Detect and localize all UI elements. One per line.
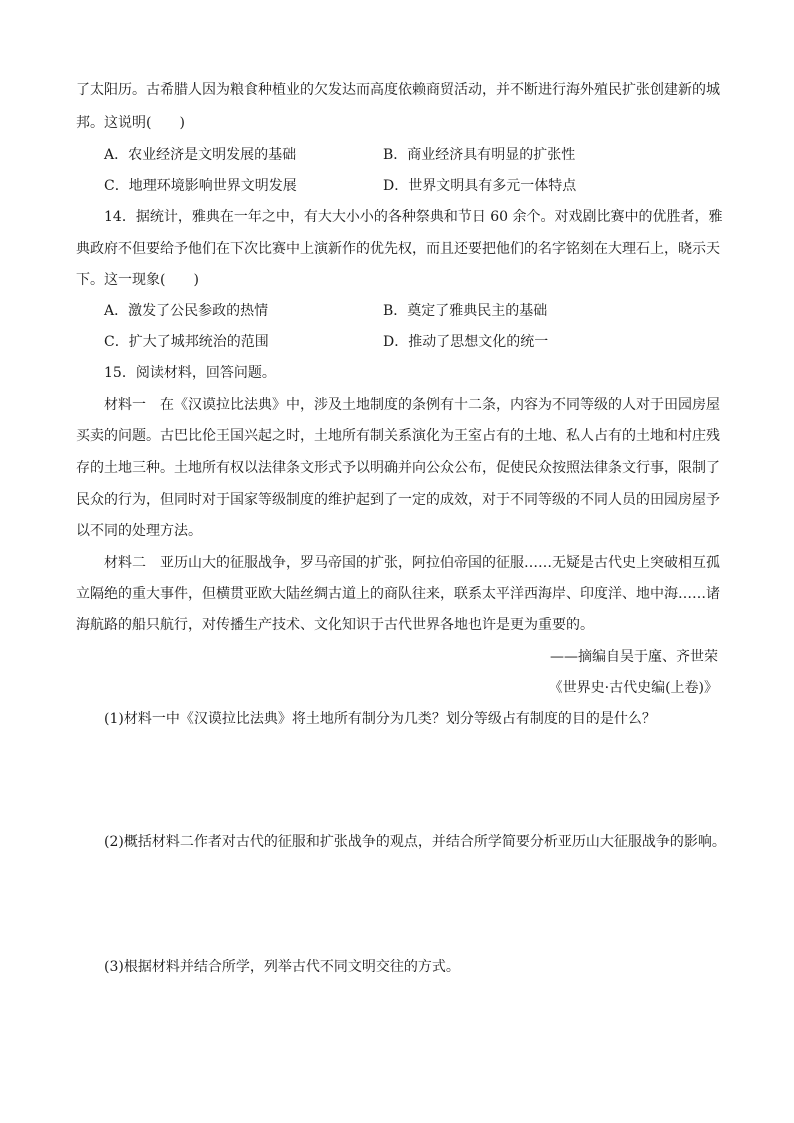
- q15-material1-line-3: 存的土地三种。土地所有权以法律条文形式予以明确并向公众公布，促使民众按照法律条文行事，限制了: [76, 460, 720, 476]
- q15-material2-line-3: 海航路的船只航行，对传播生产技术、文化知识于古代世界各地也许是更为重要的。: [76, 617, 594, 633]
- q13-stem-line-2: 邦。这说明( ): [76, 115, 185, 131]
- q15-sub-question-2: (2)概括材料二作者对古代的征服和扩张战争的观点，并结合所学简要分析亚历山大征服战争的影响。: [104, 834, 726, 850]
- q15-material1-line-1: 材料一 在《汉谟拉比法典》中，涉及土地制度的条例有十二条，内容为不同等级的人对于田园房屋: [104, 397, 720, 413]
- q13-stem-line-1: 了太阳历。古希腊人因为粮食种植业的欠发达而高度依赖商贸活动，并不断进行海外殖民扩张创建新的城: [76, 82, 720, 98]
- q14-option-d[interactable]: D．推动了思想文化的统一: [383, 334, 549, 350]
- q14-option-b[interactable]: B．奠定了雅典民主的基础: [383, 303, 548, 319]
- q13-option-a[interactable]: A．农业经济是文明发展的基础: [104, 147, 297, 163]
- q14-stem-line-2: 典政府不但要给予他们在下次比赛中上演新作的优先权，而且还要把他们的名字铭刻在大理石上，晓示天: [76, 241, 720, 257]
- q15-sub-question-1: (1)材料一中《汉谟拉比法典》将土地所有制分为几类？划分等级占有制度的目的是什么？: [104, 711, 656, 727]
- q13-option-d[interactable]: D．世界文明具有多元一体特点: [383, 178, 577, 194]
- q14-stem-line-3: 下。这一现象( ): [76, 272, 199, 288]
- q15-source-book: 《世界史·古代史编(上卷)》: [548, 680, 718, 696]
- q15-material1-line-2: 买卖的问题。古巴比伦王国兴起之时，土地所有制关系演化为王室占有的土地、私人占有的土地和村庄残: [76, 428, 720, 444]
- q13-option-b[interactable]: B．商业经济具有明显的扩张性: [383, 147, 576, 163]
- q14-stem-line-1: 14．据统计，雅典在一年之中，有大大小小的各种祭典和节日 60 余个。对戏剧比赛中的优胜者，雅: [104, 209, 723, 225]
- q15-title: 15．阅读材料，回答问题。: [104, 365, 276, 381]
- q15-source-author: ——摘编自吴于廑、齐世荣: [550, 649, 718, 665]
- q14-option-a[interactable]: A．激发了公民参政的热情: [104, 303, 269, 319]
- q15-material1-line-5: 以不同的处理方法。: [76, 523, 202, 539]
- q13-option-c[interactable]: C．地理环境影响世界文明发展: [104, 178, 297, 194]
- q14-option-c[interactable]: C．扩大了城邦统治的范围: [104, 334, 269, 350]
- q15-sub-question-3: (3)根据材料并结合所学，列举古代不同文明交往的方式。: [104, 959, 460, 975]
- q15-material2-line-2: 立隔绝的重大事件，但横贯亚欧大陆丝绸古道上的商队往来，联系太平洋西海岸、印度洋、地中海……诸: [76, 586, 720, 602]
- q15-material1-line-4: 民众的行为，但同时对于国家等级制度的维护起到了一定的成效，对于不同等级的不同人员的田园房屋予: [76, 492, 720, 508]
- q15-material2-line-1: 材料二 亚历山大的征服战争，罗马帝国的扩张，阿拉伯帝国的征服……无疑是古代史上突破相互孤: [104, 555, 720, 571]
